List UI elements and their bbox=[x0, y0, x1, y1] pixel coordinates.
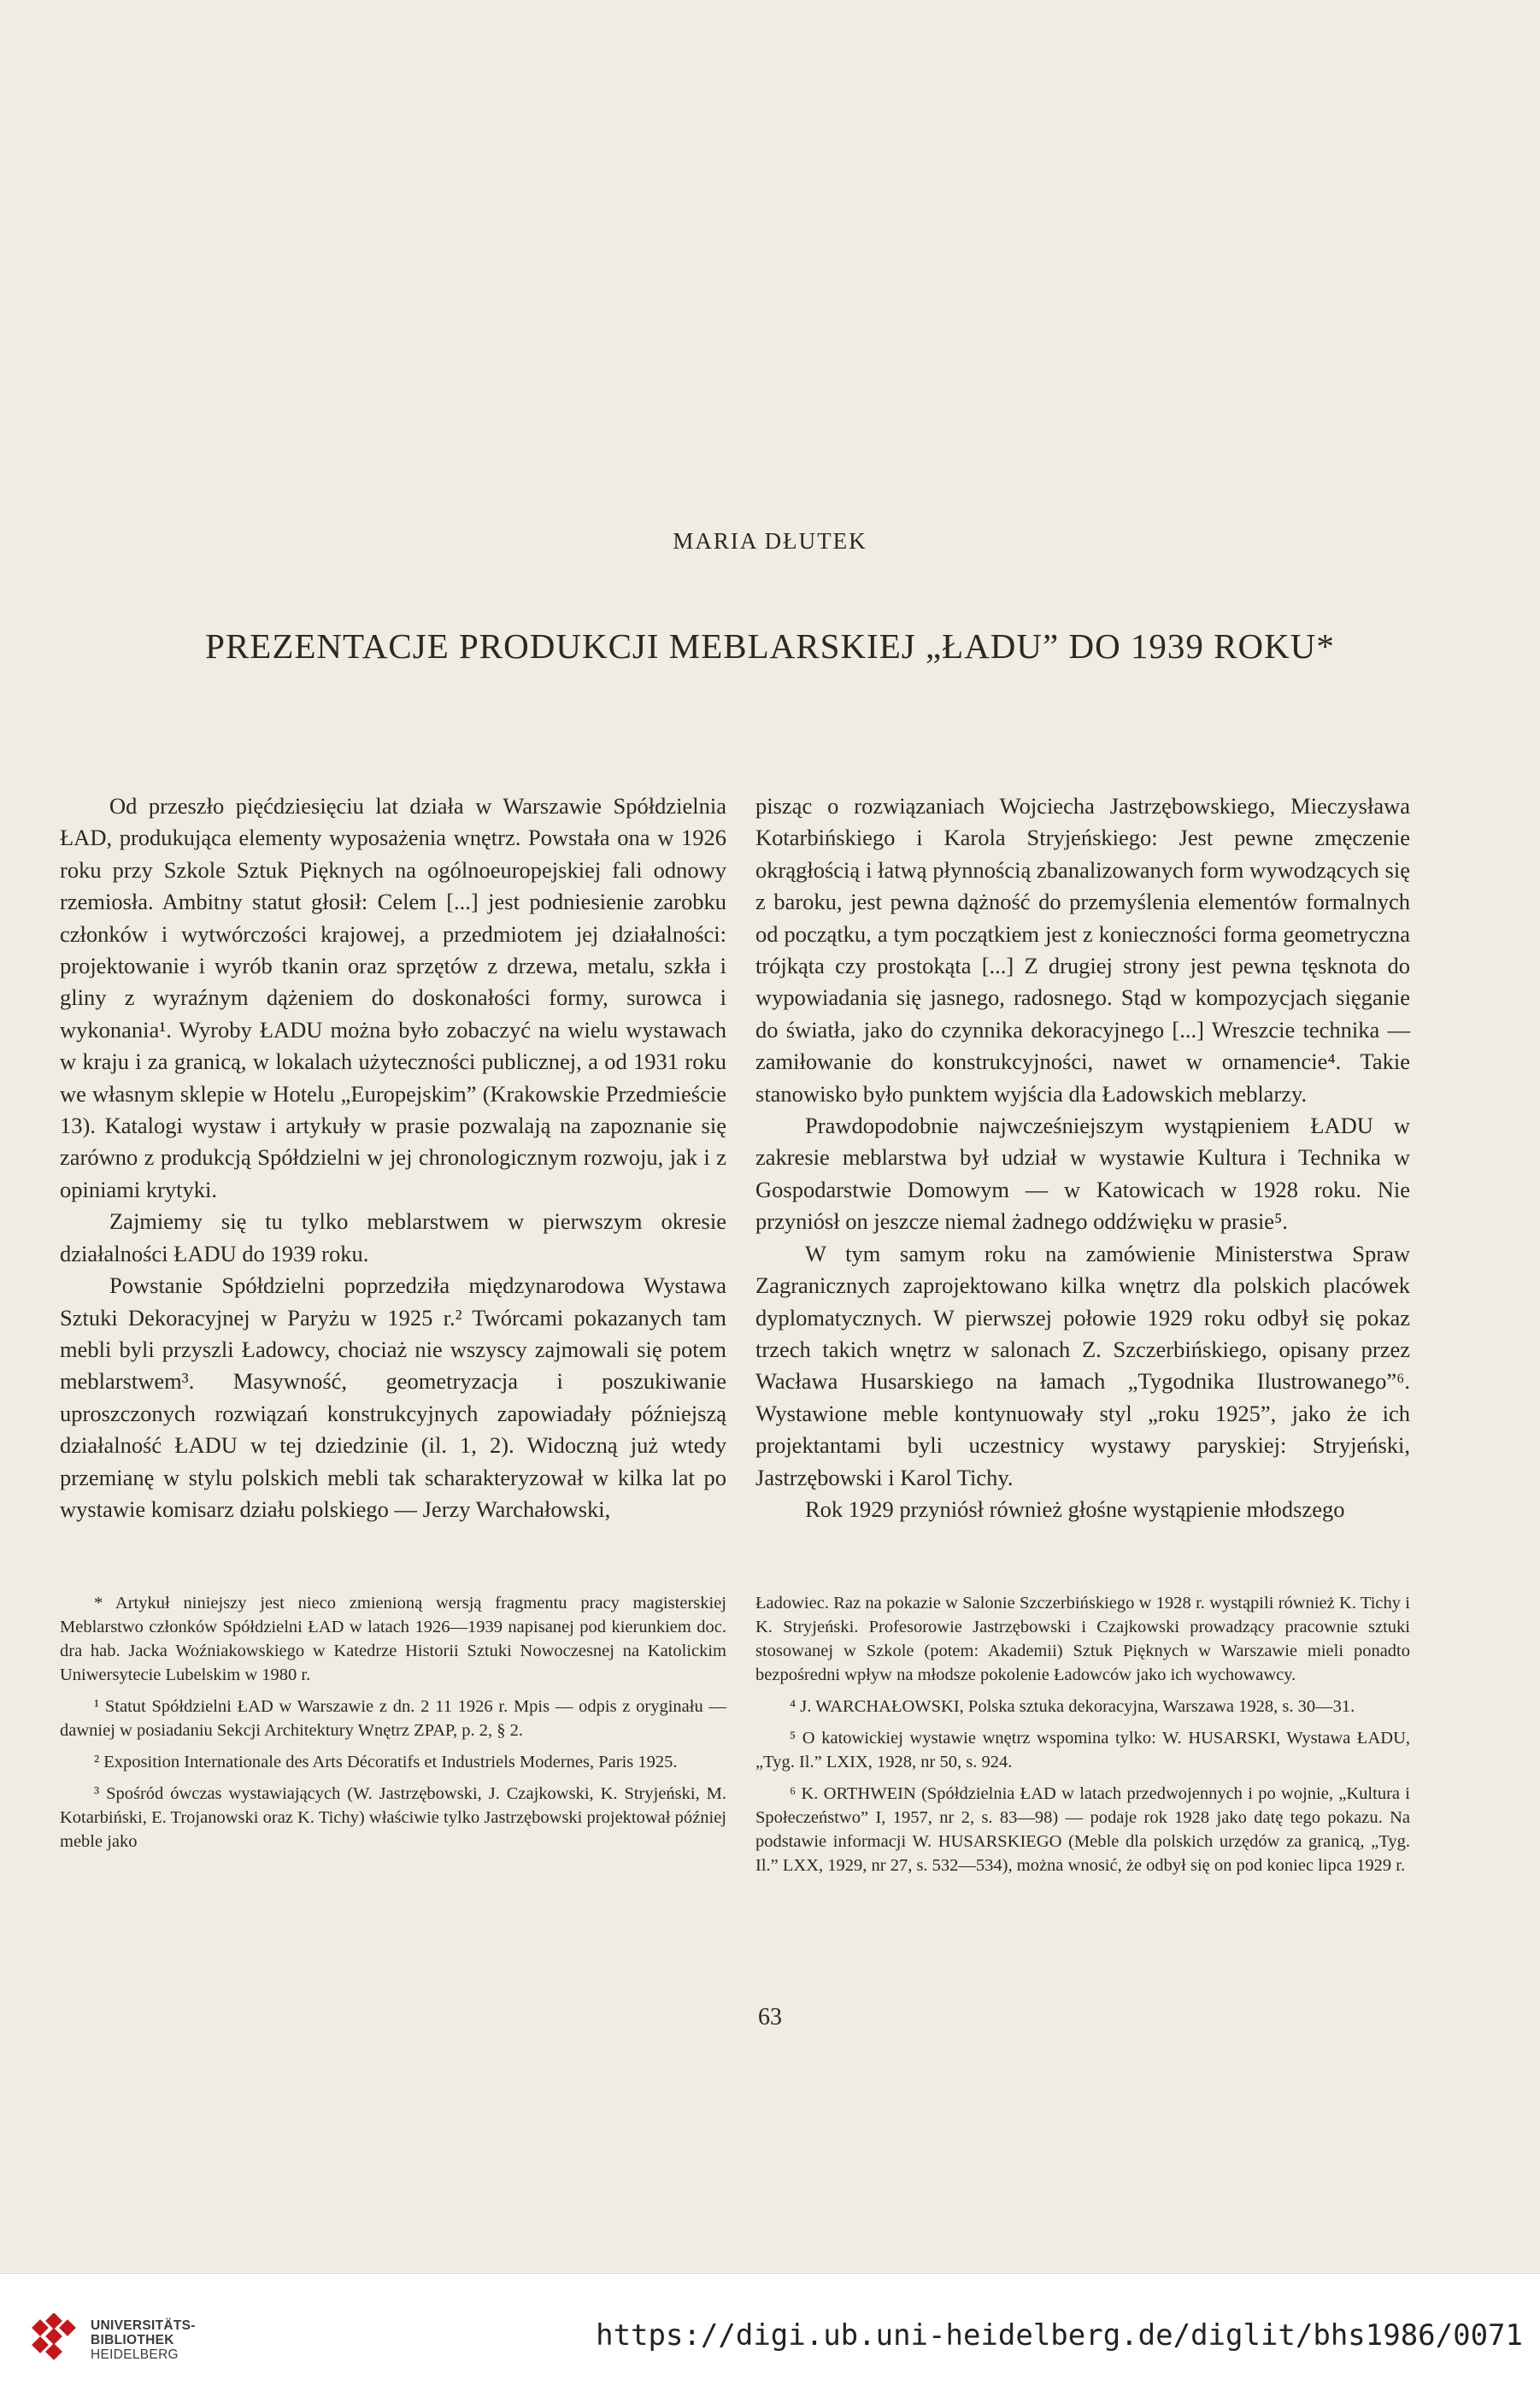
footnote: ¹ Statut Spółdzielni ŁAD w Warszawie z dn. 2 11 1926 r. Mpis — odpis z oryginału — dawniej w posiadaniu Sekcji Architektury Wnętrz ZPAP, p. 2, § 2. bbox=[60, 1697, 726, 1740]
library-footer bbox=[0, 2273, 1540, 2397]
right-column bbox=[755, 790, 1410, 1525]
page-number: 63 bbox=[758, 2004, 782, 2030]
footnote: ⁴ J. WARCHAŁOWSKI, Polska sztuka dekoracyjna, Warszawa 1928, s. 30—31. bbox=[790, 1697, 1355, 1716]
footnotes-left bbox=[60, 1591, 726, 1861]
footnote: ⁵ O katowickiej wystawie wnętrz wspomina tylko: W. HUSARSKI, Wystawa ŁADU, „Tyg. Il.” LXIX, 1928, nr 50, s. 924. bbox=[755, 1729, 1410, 1771]
footnote: ² Exposition Internationale des Arts Décoratifs et Industriels Modernes, Paris 1925. bbox=[94, 1753, 678, 1771]
library-name: UNIVERSITÄTS- BIBLIOTHEK HEIDELBERG bbox=[91, 2318, 196, 2362]
footnote: ³ Spośród ówczas wystawiających (W. Jastrzębowski, J. Czajkowski, K. Stryjeński, M. Kotarbiński, E. Trojanowski oraz K. Tichy) właściwie tylko Jastrzębowski projektował później meble jako bbox=[60, 1784, 726, 1851]
footnote: Ładowiec. Raz na pokazie w Salonie Szczerbińskiego w 1928 r. wystąpili również K. Tichy i K. Stryjeński. Profesorowie Jastrzębowski i Czajkowski prowadzący pracownie sztuki stosowanej w Szkole (potem: Akademii) Sztuk Pięknych w Warszawie mieli ponadto bezpośredni wpływ na młodsze pokolenie Ładowców jako ich wychowawcy. bbox=[755, 1594, 1410, 1684]
university-library-logo-icon bbox=[29, 2313, 84, 2363]
left-column bbox=[60, 790, 726, 1525]
footnote: ⁶ K. ORTHWEIN (Spółdzielnia ŁAD w latach przedwojennych i po wojnie, „Kultura i Społeczeństwo” I, 1957, nr 2, s. 83—98) — podaje rok 1928 jako datę tego pokazu. Na podstawie informacji W. HUSARSKIEGO (Meble dla polskich urzędów za granicą, „Tyg. Il.” LXX, 1929, nr 27, s. 532—534), można wnosić, że odbył się on pod koniec lipca 1929 r. bbox=[755, 1784, 1410, 1875]
article-title: PREZENTACJE PRODUKCJI MEBLARSKIEJ „ŁADU” DO 1939 ROKU* bbox=[205, 626, 1335, 666]
paragraph: Rok 1929 przyniósł również głośne wystąpienie młodszego bbox=[805, 1495, 1345, 1522]
footnotes-right bbox=[755, 1591, 1410, 1885]
paragraph: pisząc o rozwiązaniach Wojciecha Jastrzębowskiego, Mieczysława Kotarbińskiego i Karola Stryjeńskiego: Jest pewne zmęczenie okrągłością i łatwą płynnością zbanalizowanych form wywodzących się z baroku, jest pewna dążność do przemyślenia elementów formalnych od początku, a tym początkiem jest z konieczności forma geometryczna trójkąta czy prostokąta [...] Z drugiej strony jest pewna tęsknota do wypowiadania się jasnego, radosnego. Stąd w kompozycjach sięganie do światła, jako do czynnika dekoracyjnego [...] Wreszcie technika — zamiłowanie do konstrukcyjności, nawet w ornamencie⁴. Takie stanowisko było punktem wyjścia dla Ładowskich meblarzy. bbox=[755, 793, 1410, 1107]
paragraph: Od przeszło pięćdziesięciu lat działa w Warszawie Spółdzielnia ŁAD, produkująca elementy wyposażenia wnętrz. Powstała ona w 1926 roku przy Szkole Sztuk Pięknych na ogólnoeuropejskiej fali odnowy rzemiosła. Ambitny statut głosił: Celem [...] jest podniesienie zarobku członków i wytwórczości krajowej, a przedmiotem jej działalności: projektowanie i wyrób tkanin oraz sprzętów z drzewa, metalu, szkła i gliny z wyraźnym dążeniem do doskonałości formy, surowca i wykonania¹. Wyroby ŁADU można było zobaczyć na wielu wystawach w kraju i za granicą, w lokalach użyteczności publicznej, a od 1931 roku we własnym sklepie w Hotelu „Europejskim” (Krakowskie Przedmieście 13). Katalogi wystaw i artykuły w prasie pozwalają na zapoznanie się zarówno z produkcją Spółdzielni w jej chronologicznym rozwoju, jak i z opiniami krytyki. bbox=[60, 793, 726, 1202]
paragraph: Zajmiemy się tu tylko meblarstwem w pierwszym okresie działalności ŁADU do 1939 roku. bbox=[60, 1208, 726, 1266]
author-name: MARIA DŁUTEK bbox=[673, 528, 867, 554]
paragraph: Powstanie Spółdzielni poprzedziła międzynarodowa Wystawa Sztuki Dekoracyjnej w Paryżu w 1925 r.² Twórcami pokazanych tam mebli byli przyszli Ładowcy, chociaż nie wszyscy zajmowali się potem meblarstwem³. Masywność, geometryzacja i poszukiwanie uproszczonych rozwiązań konstrukcyjnych zapowiadały późniejszą działalność ŁADU w tej dziedzinie (il. 1, 2). Widoczną już wtedy przemianę w stylu polskich mebli tak scharakteryzował w kilka lat po wystawie komisarz działu polskiego — Jerzy Warchałowski, bbox=[60, 1272, 726, 1522]
paragraph: W tym samym roku na zamówienie Ministerstwa Spraw Zagranicznych zaprojektowano kilka wnętrz dla polskich placówek dyplomatycznych. W pierwszej połowie 1929 roku odbył się pokaz trzech takich wnętrz w salonach Z. Szczerbińskiego, opisany przez Wacława Husarskiego na łamach „Tygodnika Ilustrowanego”⁶. Wystawione meble kontynuowały styl „roku 1925”, jako że ich projektantami byli uczestnicy wystawy paryskiej: Stryjeński, Jastrzębowski i Karol Tichy. bbox=[755, 1240, 1410, 1490]
paragraph: Prawdopodobnie najwcześniejszym wystąpieniem ŁADU w zakresie meblarstwa był udział w wystawie Kultura i Technika w Gospodarstwie Domowym — w Katowicach w 1928 roku. Nie przyniósł on jeszcze niemal żadnego oddźwięku w prasie⁵. bbox=[755, 1113, 1410, 1235]
permalink-url[interactable]: https://digi.ub.uni-heidelberg.de/diglit/bhs1986/0071 bbox=[596, 2318, 1523, 2353]
footnote: * Artykuł niniejszy jest nieco zmienioną wersją fragmentu pracy magisterskiej Meblarstwo członków Spółdzielni ŁAD w latach 1926—1939 napisanej pod kierunkiem doc. dra hab. Jacka Woźniakowskiego w Katedrze Historii Sztuki Nowoczesnej na Katolickim Uniwersytecie Lubelskim w 1980 r. bbox=[60, 1594, 726, 1684]
